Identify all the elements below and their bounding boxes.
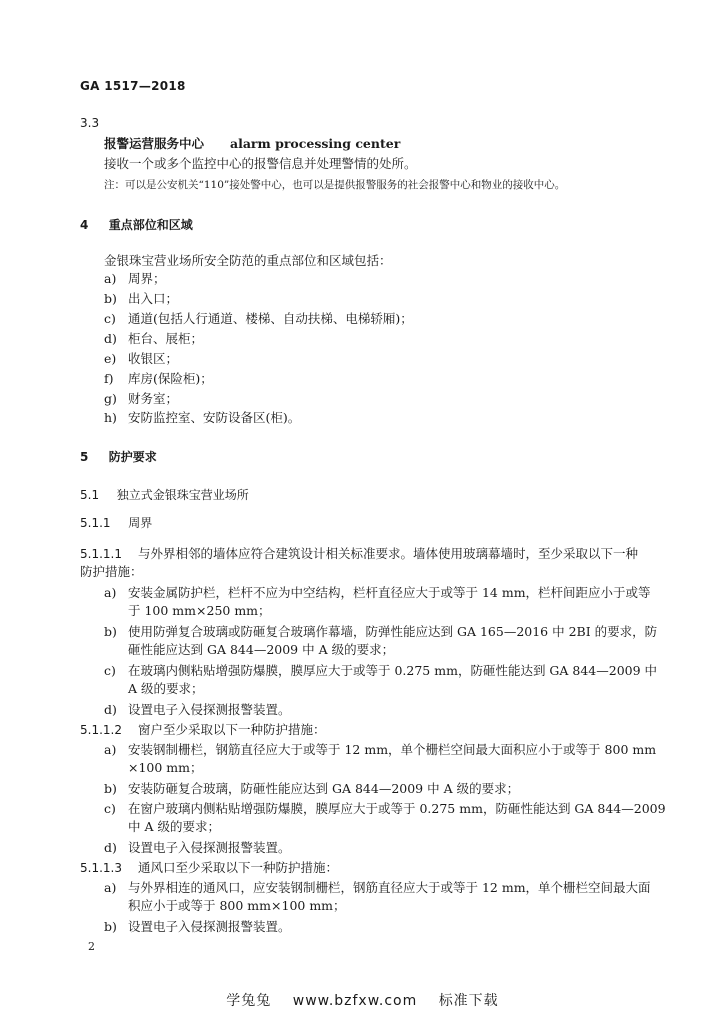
- footer-url[interactable]: www.bzfxw.com: [292, 993, 418, 1009]
- term-english: alarm processing center: [229, 136, 401, 151]
- section-title: 防护要求: [108, 450, 157, 464]
- term-definition: 接收一个或多个监控中心的报警信息并处理警情的处所。: [104, 156, 417, 171]
- list-item: b) 设置电子入侵探测报警装置。: [104, 919, 291, 934]
- clause-number: 5.1.1.3: [80, 861, 122, 875]
- section-number: 5: [80, 450, 89, 464]
- clause-number: 5.1.1.2: [80, 723, 122, 737]
- clause-number: 5.1.1.1: [80, 547, 122, 561]
- list-item: g) 财务室；: [104, 391, 179, 406]
- list-item: c) 在窗户玻璃内侧粘贴增强防爆膜，膜厚应大于或等于 0.275 mm，防砸性能达到 GA 844—2009: [104, 801, 666, 816]
- section-number: 5.1.1: [80, 516, 111, 530]
- list-item-continued: A 级的要求；: [128, 681, 204, 696]
- list-item: a) 安装钢制栅栏，钢筋直径应大于或等于 12 mm，单个栅栏空间最大面积应小于或等于 800 mm: [104, 742, 657, 757]
- list-item-continued: 砸性能应达到 GA 844—2009 中 A 级的要求；: [128, 642, 395, 657]
- list-item: d) 设置电子入侵探测报警装置。: [104, 840, 291, 855]
- list-item: b) 安装防砸复合玻璃，防砸性能应达到 GA 844—2009 中 A 级的要求；: [104, 781, 520, 796]
- footer-tagline: 标准下载: [438, 993, 499, 1009]
- clause-text-continued: 防护措施：: [80, 564, 143, 579]
- term-note: 注：可以是公安机关“110”接处警中心，也可以是提供报警服务的社会报警中心和物业的接收中心。: [104, 179, 566, 191]
- section-4-intro: 金银珠宝营业场所安全防范的重点部位和区域包括：: [104, 253, 392, 268]
- list-item-continued: 于 100 mm×250 mm；: [128, 603, 271, 618]
- section-5-1-1-heading: [80, 514, 152, 531]
- section-number: 5.1: [80, 488, 100, 502]
- section-4-heading: [80, 216, 193, 233]
- clause-text: 通风口至少采取以下一种防护措施：: [137, 860, 338, 875]
- list-item: d) 设置电子入侵探测报警装置。: [104, 702, 291, 717]
- list-item: e) 收银区；: [104, 351, 179, 366]
- list-item: a) 周界；: [104, 271, 166, 286]
- section-title: 独立式金银珠宝营业场所: [116, 488, 249, 502]
- clause-text: 与外界相邻的墙体应符合建筑设计相关标准要求。墙体使用玻璃幕墙时，至少采取以下一种: [137, 546, 638, 561]
- list-item: h) 安防监控室、安防设备区(柜)。: [104, 410, 301, 425]
- list-item: b) 使用防弹复合玻璃或防砸复合玻璃作幕墙，防弹性能应达到 GA 165—2016 中 2BI 的要求，防: [104, 624, 658, 639]
- list-item: a) 安装金属防护栏，栏杆不应为中空结构，栏杆直径应大于或等于 14 mm，栏杆间距应小于或等: [104, 585, 651, 600]
- section-5-1-heading: [80, 486, 249, 503]
- list-item: a) 与外界相连的通风口，应安装钢制栅栏，钢筋直径应大于或等于 12 mm，单个栅栏空间最大面: [104, 880, 651, 895]
- list-item: c) 通道(包括人行通道、楼梯、自动扶梯、电梯轿厢)；: [104, 311, 413, 326]
- term-chinese: 报警运营服务中心: [104, 136, 205, 151]
- clause-number-3-3: 3.3: [80, 116, 100, 130]
- standard-code-header: GA 1517—2018: [80, 79, 186, 93]
- list-item-continued: 积应小于或等于 800 mm×100 mm；: [128, 898, 346, 913]
- clause-5-1-1-3: [80, 860, 338, 876]
- clause-5-1-1-1: [80, 546, 638, 562]
- list-item-continued: ×100 mm；: [128, 760, 203, 775]
- footer-site-name: 学兔兔: [226, 993, 272, 1009]
- list-item: d) 柜台、展柜；: [104, 331, 204, 346]
- section-number: 4: [80, 218, 89, 232]
- list-item: b) 出入口；: [104, 291, 179, 306]
- list-item-continued: 中 A 级的要求；: [128, 819, 220, 834]
- section-title: 重点部位和区域: [108, 218, 193, 232]
- clause-text: 窗户至少采取以下一种防护措施：: [137, 722, 326, 737]
- page-number: 2: [88, 940, 95, 953]
- section-5-heading: [80, 448, 157, 465]
- section-title: 周界: [128, 516, 153, 530]
- list-item: f) 库房(保险柜)；: [104, 371, 213, 386]
- watermark-footer: [0, 990, 725, 1010]
- list-item: c) 在玻璃内侧粘贴增强防爆膜，膜厚应大于或等于 0.275 mm，防砸性能达到 GA 844—2009 中: [104, 663, 658, 678]
- clause-5-1-1-2: [80, 722, 325, 738]
- term-entry: [104, 136, 400, 152]
